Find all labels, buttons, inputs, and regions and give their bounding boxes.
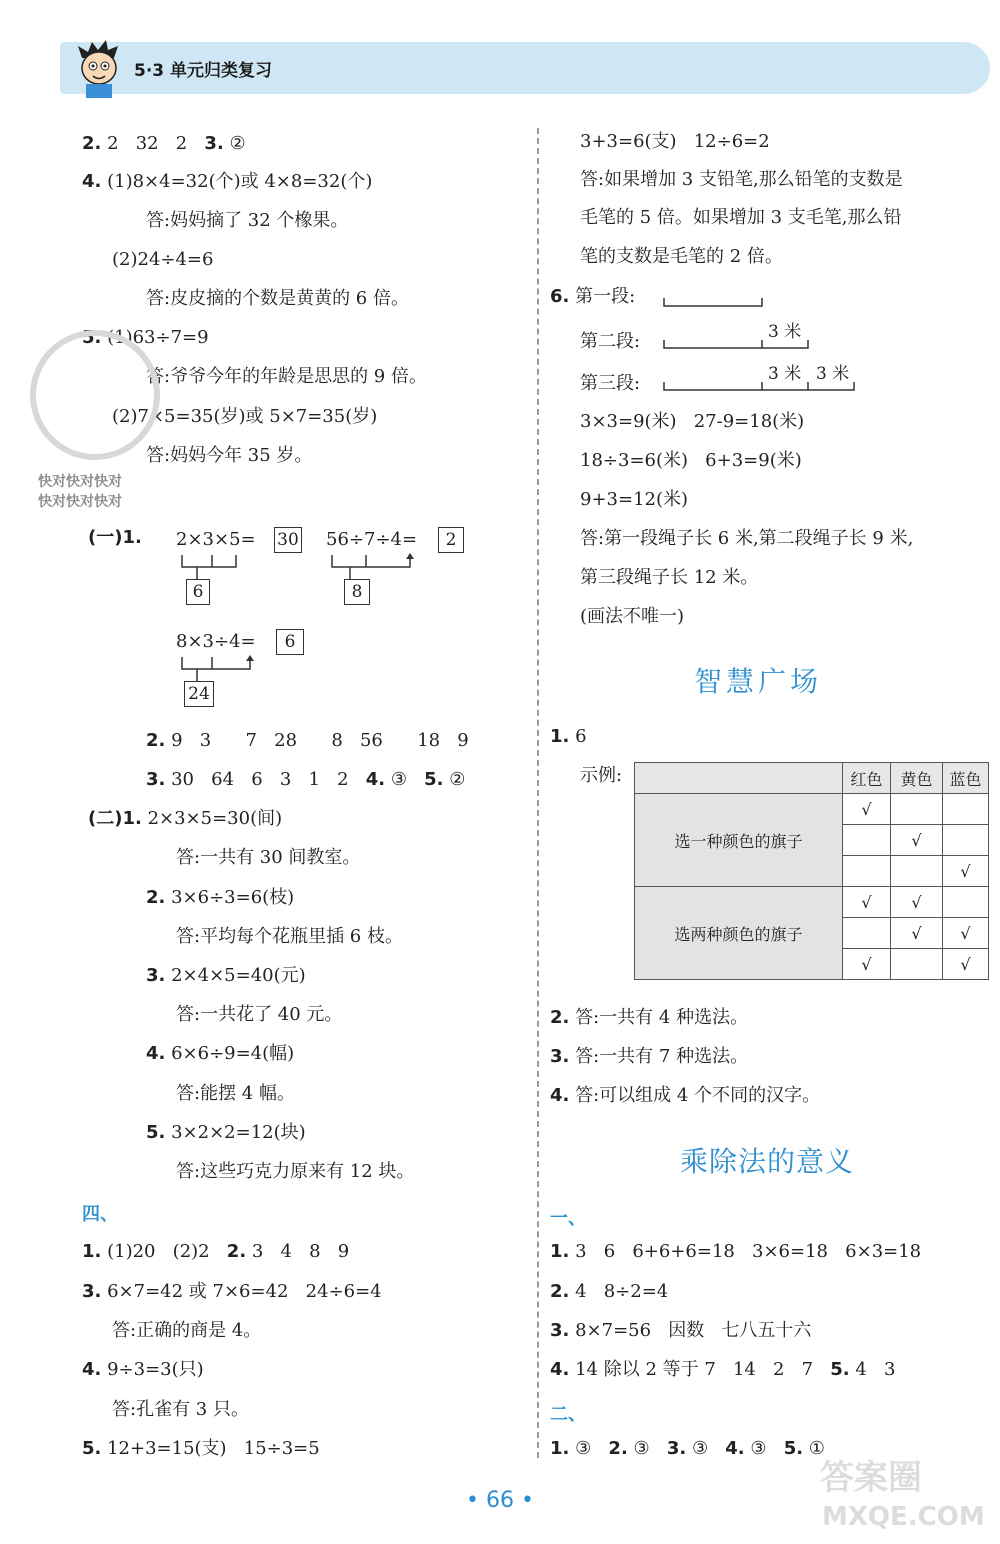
check-mark: √ — [943, 949, 989, 980]
answer-line: 答:爷爷今年的年龄是思思的 9 倍。 — [146, 366, 427, 387]
answer-line: 答:第一段绳子长 6 米,第二段绳子长 9 米, — [580, 528, 914, 549]
answer-line: 3×3=9(米) 27-9=18(米) — [580, 411, 805, 432]
expression: 8×3÷4= — [176, 631, 256, 652]
answer-line: 2. 9 3 7 28 8 56 18 9 — [146, 730, 469, 751]
answer-line: 答:孔雀有 3 只。 — [112, 1399, 249, 1420]
section-heading: 二、 — [550, 1404, 586, 1425]
answer-line: 答:妈妈摘了 32 个橡果。 — [146, 210, 349, 231]
answer-line: 1. 3 6 6+6+6=18 3×6=18 6×3=18 — [550, 1241, 922, 1262]
part-one-label: (一)1. — [88, 527, 142, 548]
answer-line: 1. ③ 2. ③ 3. ③ 4. ③ 5. ① — [550, 1438, 825, 1459]
segment-label: 3 米 — [816, 364, 850, 384]
segment-label: 3 米 — [768, 364, 802, 384]
table-corner — [635, 763, 843, 794]
answer-line: 4. 14 除以 2 等于 7 14 2 7 5. 4 3 — [550, 1359, 896, 1380]
table-header: 黄色 — [891, 763, 943, 794]
expression: 56÷7÷4= — [326, 529, 418, 550]
answer-line: 第二段: — [580, 331, 641, 352]
segment-label: 3 米 — [768, 322, 802, 342]
answer-line: 4. 9÷3=3(只) — [82, 1359, 204, 1380]
answer-line: 答:皮皮摘的个数是黄黄的 6 倍。 — [146, 288, 409, 309]
answer-line: 4. 答:可以组成 4 个不同的汉字。 — [550, 1085, 821, 1106]
header-title: 5·3 单元归类复习 — [134, 61, 273, 81]
answer-line: 5. 12+3=15(支) 15÷3=5 — [82, 1438, 320, 1459]
check-mark: √ — [943, 856, 989, 887]
answer-line: 1. (1)20 (2)2 2. 3 4 8 9 — [82, 1241, 350, 1262]
answer-box: 2 — [438, 527, 464, 553]
check-mark: √ — [843, 949, 891, 980]
answer-line: 3. 2×4×5=40(元) — [146, 965, 306, 986]
answer-line: (画法不唯一) — [580, 606, 685, 627]
answer-line: (2)7×5=35(岁)或 5×7=35(岁) — [112, 406, 378, 427]
cartoon-boy-icon — [74, 40, 126, 98]
answer-box: 24 — [184, 681, 214, 707]
answer-line: 4. 6×6÷9=4(幅) — [146, 1043, 295, 1064]
table-header: 蓝色 — [943, 763, 989, 794]
answer-line: 1. 6 — [550, 726, 587, 747]
answer-line: (二)1. 2×3×5=30(间) — [88, 808, 283, 829]
page-number: • 66 • — [466, 1488, 534, 1513]
column-divider — [537, 128, 539, 1458]
answer-line: 答:如果增加 3 支铅笔,那么铅笔的支数是 — [580, 169, 903, 190]
answer-box: 8 — [344, 579, 370, 605]
answer-line: 答:这些巧克力原来有 12 块。 — [176, 1161, 415, 1182]
answer-line: 6. 第一段: — [550, 286, 636, 307]
example-label: 示例: — [580, 765, 623, 786]
answer-line: 答:能摆 4 幅。 — [176, 1083, 295, 1104]
answer-line: 4. (1)8×4=32(个)或 4×8=32(个) — [82, 171, 373, 192]
answer-line: 答:一共有 30 间教室。 — [176, 847, 361, 868]
watermark-text: 快对快对快对 快对快对快对 — [38, 474, 122, 510]
answer-line: 3. 6×7=42 或 7×6=42 24÷6=4 — [82, 1281, 382, 1302]
check-mark: √ — [843, 794, 891, 825]
check-mark: √ — [943, 918, 989, 949]
check-mark: √ — [843, 887, 891, 918]
answer-line: 3. 30 64 6 3 1 2 4. ③ 5. ② — [146, 769, 466, 790]
answer-line: 答:平均每个花瓶里插 6 枝。 — [176, 926, 403, 947]
answer-line: 2. 答:一共有 4 种选法。 — [550, 1007, 749, 1028]
table-header: 红色 — [843, 763, 891, 794]
watermark-logo: 答案圈 — [820, 1458, 922, 1498]
answer-line: (2)24÷4=6 — [112, 249, 214, 270]
answer-line: 笔的支数是毛笔的 2 倍。 — [580, 246, 783, 267]
answer-line: 2. 3×6÷3=6(枝) — [146, 887, 295, 908]
check-mark: √ — [891, 918, 943, 949]
answer-line: 5. (1)63÷7=9 — [82, 327, 209, 348]
section-title: 智慧广场 — [694, 665, 823, 698]
header-bar — [60, 42, 990, 94]
check-mark: √ — [891, 887, 943, 918]
answer-line: 2. 4 8÷2=4 — [550, 1281, 669, 1302]
section-heading: 一、 — [550, 1208, 586, 1229]
expression: 2×3×5= — [176, 529, 256, 550]
section-heading: 四、 — [82, 1204, 118, 1225]
check-mark: √ — [891, 825, 943, 856]
answer-box: 6 — [186, 579, 210, 605]
answer-line: 答:正确的商是 4。 — [112, 1320, 262, 1341]
answer-line: 3+3=6(支) 12÷6=2 — [580, 131, 770, 152]
flag-color-table — [634, 762, 989, 980]
answer-line: 第三段: — [580, 373, 641, 394]
section-title: 乘除法的意义 — [680, 1145, 855, 1178]
table-row-label: 选两种颜色的旗子 — [635, 887, 843, 980]
answer-line: 3. 答:一共有 7 种选法。 — [550, 1046, 749, 1067]
answer-line: 3. 8×7=56 因数 七八五十六 — [550, 1320, 812, 1341]
answer-line: 毛笔的 5 倍。如果增加 3 支毛笔,那么铅 — [580, 207, 902, 228]
answer-line: 9+3=12(米) — [580, 489, 689, 510]
answer-line: 2. 2 32 2 3. ② — [82, 133, 246, 154]
table-row-label: 选一种颜色的旗子 — [635, 794, 843, 887]
answer-box: 30 — [274, 527, 302, 553]
answer-line: 5. 3×2×2=12(块) — [146, 1122, 306, 1143]
answer-line: 18÷3=6(米) 6+3=9(米) — [580, 450, 802, 471]
answer-box: 6 — [276, 629, 304, 655]
watermark-url: MXQE.COM — [822, 1502, 985, 1532]
diagram-connector — [326, 553, 416, 613]
answer-line: 答:妈妈今年 35 岁。 — [146, 445, 313, 466]
answer-line: 第三段绳子长 12 米。 — [580, 567, 759, 588]
answer-line: 答:一共花了 40 元。 — [176, 1004, 343, 1025]
